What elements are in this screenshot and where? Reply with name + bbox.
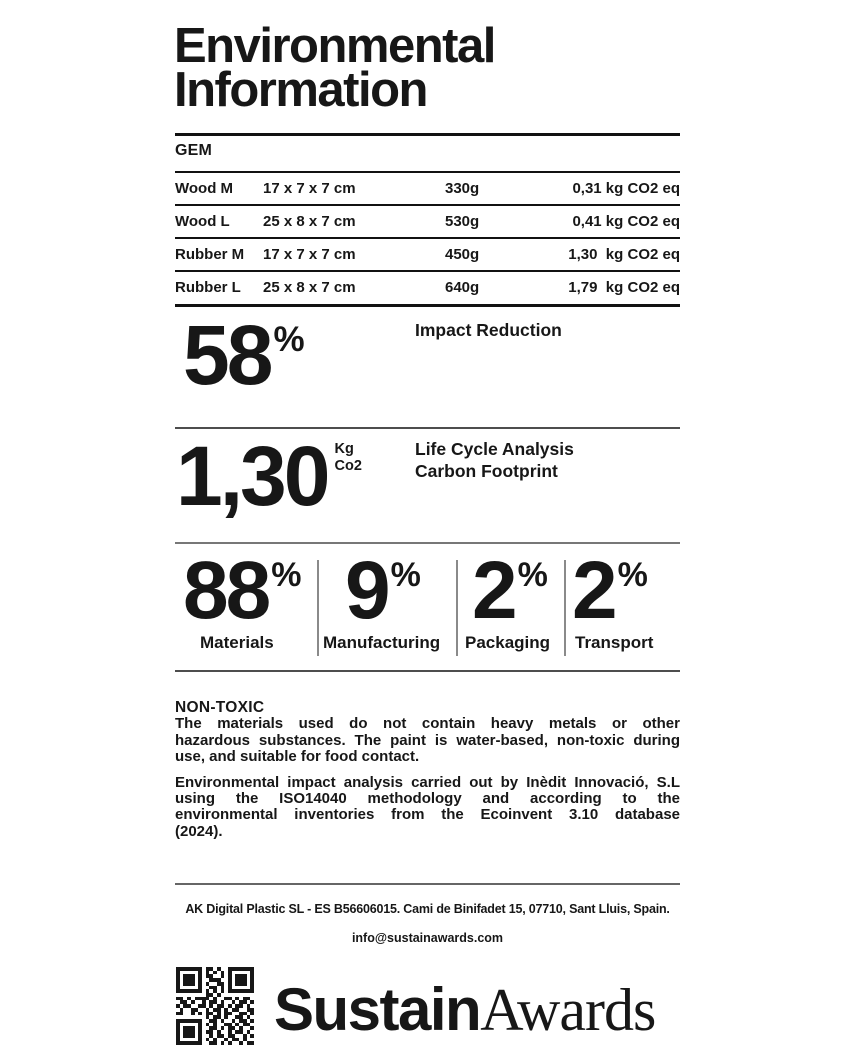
logo-part-sustain: Sustain bbox=[274, 976, 481, 1043]
cell-weight: 330g bbox=[445, 180, 480, 197]
cell-co2: 1,30 kg CO2 eq bbox=[568, 246, 680, 263]
divider-above-footer bbox=[175, 883, 680, 885]
paragraph-line: (2024). bbox=[175, 822, 223, 840]
stat-value bbox=[318, 545, 457, 636]
stat-value bbox=[457, 545, 565, 636]
stat-materials bbox=[175, 545, 318, 653]
cell-co2: 0,41 kg CO2 eq bbox=[572, 213, 680, 230]
stat-number: 2 bbox=[472, 545, 515, 636]
cell-dimensions: 25 x 8 x 7 cm bbox=[263, 213, 356, 230]
stat-number: 88 bbox=[183, 545, 269, 636]
qr-code bbox=[176, 967, 254, 1045]
stat-separator bbox=[456, 560, 458, 656]
divider-below-table bbox=[175, 304, 680, 307]
percent-sign: % bbox=[390, 556, 421, 594]
paragraph-line: use, and suitable for food contact. bbox=[175, 748, 420, 766]
cell-dimensions: 25 x 8 x 7 cm bbox=[263, 279, 356, 296]
paragraph-line: hazardous substances. The paint is water-based, non-toxic during bbox=[175, 731, 680, 749]
carbon-footprint-label bbox=[415, 438, 574, 482]
stat-separator bbox=[317, 560, 319, 656]
divider-above-breakdown bbox=[175, 542, 680, 544]
cell-co2: 0,31 kg CO2 eq bbox=[572, 180, 680, 197]
cell-weight: 450g bbox=[445, 246, 480, 263]
stat-number: 9 bbox=[345, 545, 388, 636]
carbon-footprint-value bbox=[176, 429, 362, 523]
stat-label: Materials bbox=[200, 633, 274, 652]
methodology-paragraph bbox=[175, 775, 680, 841]
divider-below-title bbox=[175, 133, 680, 136]
cell-weight: 640g bbox=[445, 279, 480, 296]
table-row bbox=[175, 270, 680, 303]
page-title-line2: Information bbox=[174, 63, 427, 117]
company-address: AK Digital Plastic SL - ES B56606015. Cami de Binifadet 15, 07710, Sant Lluis, Spain. bbox=[185, 902, 670, 916]
cell-co2: 1,79 kg CO2 eq bbox=[568, 279, 680, 296]
cell-product-name: Rubber L bbox=[175, 279, 241, 296]
cell-product-name: Wood L bbox=[175, 213, 230, 230]
paragraph-line: The materials used do not contain heavy metals or other bbox=[175, 715, 680, 733]
cell-weight: 530g bbox=[445, 213, 480, 230]
page-title-line1: Environmental bbox=[174, 19, 495, 73]
footprint-unit-kg: Kg bbox=[334, 441, 354, 457]
cell-dimensions: 17 x 7 x 7 cm bbox=[263, 246, 356, 263]
footprint-label-line1: Life Cycle Analysis bbox=[415, 439, 574, 459]
cell-product-name: Wood M bbox=[175, 180, 234, 197]
stat-label: Manufacturing bbox=[323, 633, 441, 652]
table-row bbox=[175, 237, 680, 270]
footprint-label-line2: Carbon Footprint bbox=[415, 461, 558, 481]
product-name: GEM bbox=[175, 142, 213, 159]
percent-sign: % bbox=[517, 556, 548, 594]
non-toxic-heading: NON-TOXIC bbox=[175, 699, 265, 716]
stat-value bbox=[565, 545, 680, 636]
page-title bbox=[174, 19, 495, 117]
logo-part-awards: Awards bbox=[480, 977, 656, 1043]
paragraph-line: using the ISO14040 methodology and according to the bbox=[175, 790, 680, 808]
footprint-number: 1,30 bbox=[176, 429, 328, 523]
stat-value bbox=[175, 545, 318, 636]
footprint-unit-co2: Co2 bbox=[334, 458, 362, 474]
cell-product-name: Rubber M bbox=[175, 246, 245, 263]
stat-number: 2 bbox=[572, 545, 615, 636]
table-row bbox=[175, 171, 680, 204]
contact-email: info@sustainawards.com bbox=[351, 931, 504, 945]
impact-reduction-value bbox=[183, 308, 305, 402]
impact-reduction-label: Impact Reduction bbox=[415, 320, 562, 340]
paragraph-line: environmental inventories from the Ecoinvent 3.10 database bbox=[175, 806, 680, 824]
sustainawards-logo bbox=[274, 976, 656, 1043]
notes-section bbox=[175, 700, 680, 840]
stat-manufacturing bbox=[318, 545, 457, 653]
non-toxic-paragraph bbox=[175, 716, 680, 765]
cell-dimensions: 17 x 7 x 7 cm bbox=[263, 180, 356, 197]
stat-label: Transport bbox=[575, 633, 654, 652]
percent-sign: % bbox=[271, 556, 302, 594]
paragraph-line: Environmental impact analysis carried out by Inèdit Innovació, S.L bbox=[175, 773, 680, 791]
stat-label: Packaging bbox=[465, 633, 551, 652]
percent-sign: % bbox=[617, 556, 648, 594]
divider-below-breakdown bbox=[175, 670, 680, 672]
stat-transport bbox=[565, 545, 680, 653]
stat-packaging bbox=[457, 545, 565, 653]
stat-separator bbox=[564, 560, 566, 656]
table-row bbox=[175, 204, 680, 237]
impact-number: 58 bbox=[183, 308, 271, 402]
footprint-units bbox=[335, 441, 362, 475]
impact-percent-sign: % bbox=[273, 320, 305, 359]
spec-table bbox=[175, 171, 680, 303]
impact-breakdown bbox=[175, 545, 680, 653]
